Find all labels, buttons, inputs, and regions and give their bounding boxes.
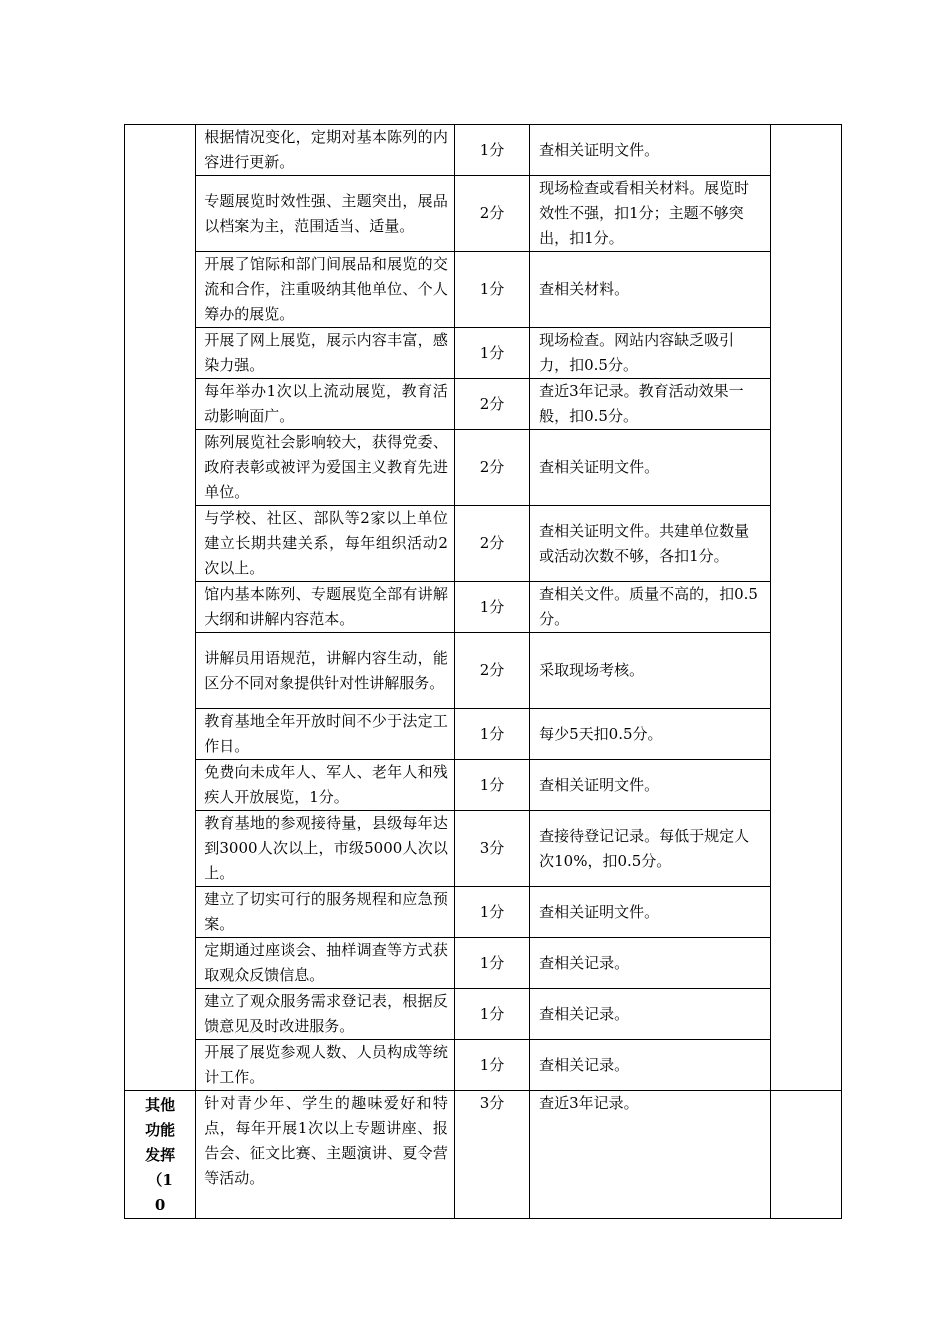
method-cell: 查相关记录。 xyxy=(530,989,771,1040)
table-row xyxy=(125,760,842,811)
score-cell: 1分 xyxy=(454,989,529,1040)
table-row xyxy=(125,989,842,1040)
remarks-cell xyxy=(770,1091,841,1219)
standard-cell: 陈列展览社会影响较大，获得党委、政府表彰或被评为爱国主义教育先进单位。 xyxy=(196,430,455,506)
score-cell: 1分 xyxy=(454,887,529,938)
score-cell: 1分 xyxy=(454,760,529,811)
standard-cell: 开展了网上展览，展示内容丰富，感染力强。 xyxy=(196,328,455,379)
method-cell: 查相关材料。 xyxy=(530,252,771,328)
table-row xyxy=(125,506,842,582)
score-cell: 1分 xyxy=(454,709,529,760)
standard-cell: 讲解员用语规范，讲解内容生动，能区分不同对象提供针对性讲解服务。 xyxy=(196,633,455,709)
method-cell: 查相关证明文件。 xyxy=(530,887,771,938)
standard-cell: 开展了展览参观人数、人员构成等统计工作。 xyxy=(196,1040,455,1091)
table-body xyxy=(125,125,842,1219)
standard-cell: 免费向未成年人、军人、老年人和残疾人开放展览，1分。 xyxy=(196,760,455,811)
method-cell: 查接待登记记录。每低于规定人次10%，扣0.5分。 xyxy=(530,811,771,887)
score-cell: 1分 xyxy=(454,938,529,989)
table-row xyxy=(125,633,842,709)
standard-cell: 开展了馆际和部门间展品和展览的交流和合作，注重吸纳其他单位、个人筹办的展览。 xyxy=(196,252,455,328)
table-row xyxy=(125,1040,842,1091)
table-row xyxy=(125,938,842,989)
method-cell: 查相关证明文件。 xyxy=(530,125,771,176)
score-cell: 2分 xyxy=(454,176,529,252)
method-cell: 每少5天扣0.5分。 xyxy=(530,709,771,760)
score-cell: 1分 xyxy=(454,1040,529,1091)
standard-cell: 建立了切实可行的服务规程和应急预案。 xyxy=(196,887,455,938)
table-row xyxy=(125,252,842,328)
table-row xyxy=(125,811,842,887)
method-cell: 查相关证明文件。共建单位数量或活动次数不够，各扣1分。 xyxy=(530,506,771,582)
standard-cell: 馆内基本陈列、专题展览全部有讲解大纲和讲解内容范本。 xyxy=(196,582,455,633)
table-row xyxy=(125,125,842,176)
table-row xyxy=(125,709,842,760)
standard-cell: 与学校、社区、部队等2家以上单位建立长期共建关系，每年组织活动2次以上。 xyxy=(196,506,455,582)
method-cell: 现场检查或看相关材料。展览时效性不强，扣1分；主题不够突出，扣1分。 xyxy=(530,176,771,252)
remarks-cell xyxy=(770,125,841,1091)
category-label: 其他功能发挥（10 xyxy=(145,1096,176,1214)
table-row xyxy=(125,430,842,506)
score-cell: 3分 xyxy=(454,1091,529,1219)
category-cell xyxy=(125,125,196,1091)
standard-cell: 针对青少年、学生的趣味爱好和特点，每年开展1次以上专题讲座、报告会、征文比赛、主题演讲、夏令营等活动。 xyxy=(196,1091,455,1219)
method-cell: 查近3年记录。教育活动效果一般，扣0.5分。 xyxy=(530,379,771,430)
standard-cell: 专题展览时效性强、主题突出，展品以档案为主，范围适当、适量。 xyxy=(196,176,455,252)
score-cell: 1分 xyxy=(454,328,529,379)
score-cell: 2分 xyxy=(454,506,529,582)
score-cell: 2分 xyxy=(454,633,529,709)
method-cell: 查相关证明文件。 xyxy=(530,430,771,506)
score-cell: 1分 xyxy=(454,252,529,328)
evaluation-table xyxy=(124,124,842,1219)
score-cell: 1分 xyxy=(454,125,529,176)
table-row xyxy=(125,379,842,430)
table-row xyxy=(125,176,842,252)
standard-cell: 教育基地的参观接待量，县级每年达到3000人次以上，市级5000人次以上。 xyxy=(196,811,455,887)
score-cell: 3分 xyxy=(454,811,529,887)
standard-cell: 定期通过座谈会、抽样调查等方式获取观众反馈信息。 xyxy=(196,938,455,989)
method-cell: 查相关文件。质量不高的，扣0.5分。 xyxy=(530,582,771,633)
standard-cell: 建立了观众服务需求登记表，根据反馈意见及时改进服务。 xyxy=(196,989,455,1040)
standard-cell: 根据情况变化，定期对基本陈列的内容进行更新。 xyxy=(196,125,455,176)
score-cell: 1分 xyxy=(454,582,529,633)
method-cell: 现场检查。网站内容缺乏吸引力，扣0.5分。 xyxy=(530,328,771,379)
score-cell: 2分 xyxy=(454,379,529,430)
method-cell: 查近3年记录。 xyxy=(530,1091,771,1219)
table-row xyxy=(125,1091,842,1219)
category-cell xyxy=(125,1091,196,1219)
method-cell: 查相关记录。 xyxy=(530,1040,771,1091)
method-cell: 采取现场考核。 xyxy=(530,633,771,709)
score-cell: 2分 xyxy=(454,430,529,506)
table-row xyxy=(125,887,842,938)
standard-cell: 教育基地全年开放时间不少于法定工作日。 xyxy=(196,709,455,760)
standard-cell: 每年举办1次以上流动展览，教育活动影响面广。 xyxy=(196,379,455,430)
table-row xyxy=(125,582,842,633)
method-cell: 查相关证明文件。 xyxy=(530,760,771,811)
method-cell: 查相关记录。 xyxy=(530,938,771,989)
table-row xyxy=(125,328,842,379)
